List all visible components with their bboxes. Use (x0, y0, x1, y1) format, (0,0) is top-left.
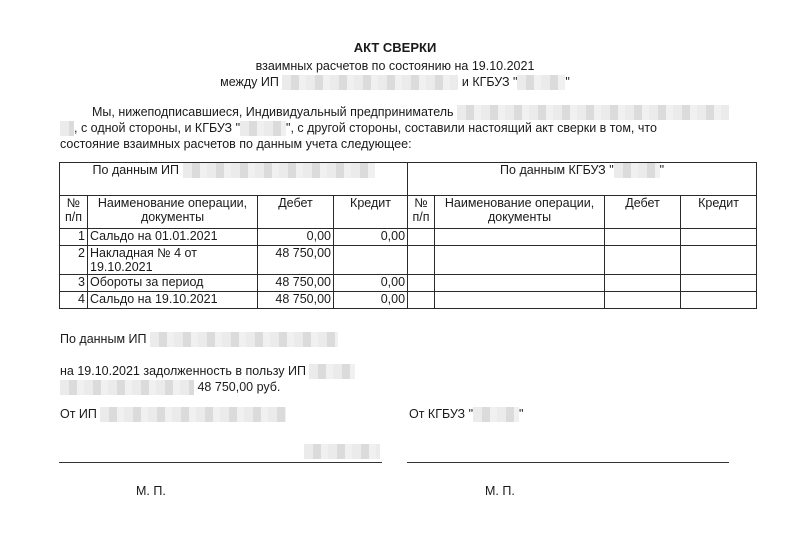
parties-line (0, 75, 790, 90)
intro-part4: состояние взаимных расчетов по данным учета следующее: (60, 137, 412, 152)
document-title: АКТ СВЕРКИ (353, 40, 437, 55)
row-name: Обороты за период (88, 275, 258, 292)
row-name: Сальдо на 19.10.2021 (88, 292, 258, 309)
redacted-signature-name (304, 444, 380, 459)
redacted-ip-name (282, 75, 458, 90)
stamp-right: М. П. (485, 484, 515, 498)
row-num: 4 (60, 292, 88, 309)
signature-line-left (59, 462, 382, 463)
from-ip-label: От ИП (60, 407, 97, 421)
redacted-signer-kgbuz (473, 407, 519, 422)
signature-line-right (407, 462, 729, 463)
empty-cell (408, 229, 435, 246)
and-kgbuz-label: и КГБУЗ " (461, 75, 518, 89)
row-credit (334, 246, 408, 275)
debt-line-2 (60, 380, 280, 395)
by-data-label: По данным ИП (60, 332, 147, 346)
redacted-by-data-name (150, 332, 338, 347)
document-subtitle (0, 59, 790, 73)
debt-amount: 48 750,00 руб. (197, 380, 281, 394)
between-label: между ИП (220, 75, 279, 89)
signature-left-label (60, 407, 286, 422)
left-group-label: По данным ИП (92, 163, 180, 177)
row-num: 3 (60, 275, 88, 292)
table-row (60, 292, 757, 309)
empty-cell (681, 275, 757, 292)
col-credit-right: Кредит (681, 196, 757, 229)
row-name: Сальдо на 01.01.2021 (88, 229, 258, 246)
empty-cell (408, 275, 435, 292)
intro-part1: Мы, нижеподписавшиеся, Индивидуальный предприниматель (92, 105, 454, 119)
empty-cell (435, 275, 605, 292)
stamp-left: М. П. (136, 484, 166, 498)
table-row (60, 229, 757, 246)
right-group-close: " (659, 163, 665, 177)
empty-cell (435, 246, 605, 275)
empty-cell (605, 246, 681, 275)
intro-part3: ", с другой стороны, составили настоящий акт сверки в том, что (286, 121, 657, 136)
redacted-debt-ip-name-cont (60, 380, 194, 395)
right-group-header (408, 163, 757, 196)
debt-text: на 19.10.2021 задолженность в пользу ИП (60, 364, 306, 378)
empty-cell (435, 229, 605, 246)
row-debit: 48 750,00 (258, 275, 334, 292)
intro-paragraph (60, 104, 750, 152)
right-group-label: По данным КГБУЗ " (500, 163, 614, 177)
row-debit: 48 750,00 (258, 246, 334, 275)
row-num: 2 (60, 246, 88, 275)
redacted-kgbuz-name (517, 75, 565, 90)
empty-cell (681, 229, 757, 246)
empty-cell (681, 246, 757, 275)
from-kgbuz-close: " (519, 407, 524, 421)
col-num-right: № п/п (408, 196, 435, 229)
table-row (60, 275, 757, 292)
col-name-right: Наименование операции, документы (435, 196, 605, 229)
row-credit: 0,00 (334, 292, 408, 309)
row-debit: 48 750,00 (258, 292, 334, 309)
col-debit-left: Дебет (258, 196, 334, 229)
redacted-signer-ip (100, 407, 286, 422)
empty-cell (408, 246, 435, 275)
row-name: Накладная № 4 от 19.10.2021 (88, 246, 258, 275)
redacted-ip-fullname (457, 105, 729, 120)
col-num-left: № п/п (60, 196, 88, 229)
row-debit: 0,00 (258, 229, 334, 246)
subtitle-text: взаимных расчетов по состоянию на (255, 59, 469, 73)
row-credit: 0,00 (334, 275, 408, 292)
empty-cell (605, 275, 681, 292)
empty-cell (435, 292, 605, 309)
redacted-debt-ip-name (309, 364, 355, 379)
redacted-left-group-name (183, 163, 375, 178)
debt-line-1 (60, 364, 355, 379)
row-num: 1 (60, 229, 88, 246)
by-data-line (60, 332, 338, 347)
table-row (60, 246, 757, 275)
reconciliation-table (59, 162, 757, 309)
empty-cell (605, 292, 681, 309)
empty-cell (605, 229, 681, 246)
intro-part2: , с одной стороны, и КГБУЗ " (74, 121, 241, 136)
empty-cell (681, 292, 757, 309)
redacted-kgbuz-name-2 (240, 121, 286, 136)
redacted-ip-fullname-cont (60, 121, 74, 136)
subtitle-date: 19.10.2021 (471, 59, 535, 73)
quote-close: " (565, 75, 570, 89)
empty-cell (408, 292, 435, 309)
from-kgbuz-label: От КГБУЗ " (409, 407, 474, 421)
signature-right-label (409, 407, 523, 422)
redacted-right-group-name (614, 163, 660, 178)
row-credit: 0,00 (334, 229, 408, 246)
col-credit-left: Кредит (334, 196, 408, 229)
col-debit-right: Дебет (605, 196, 681, 229)
col-name-left: Наименование операции, документы (88, 196, 258, 229)
left-group-header (60, 163, 408, 196)
